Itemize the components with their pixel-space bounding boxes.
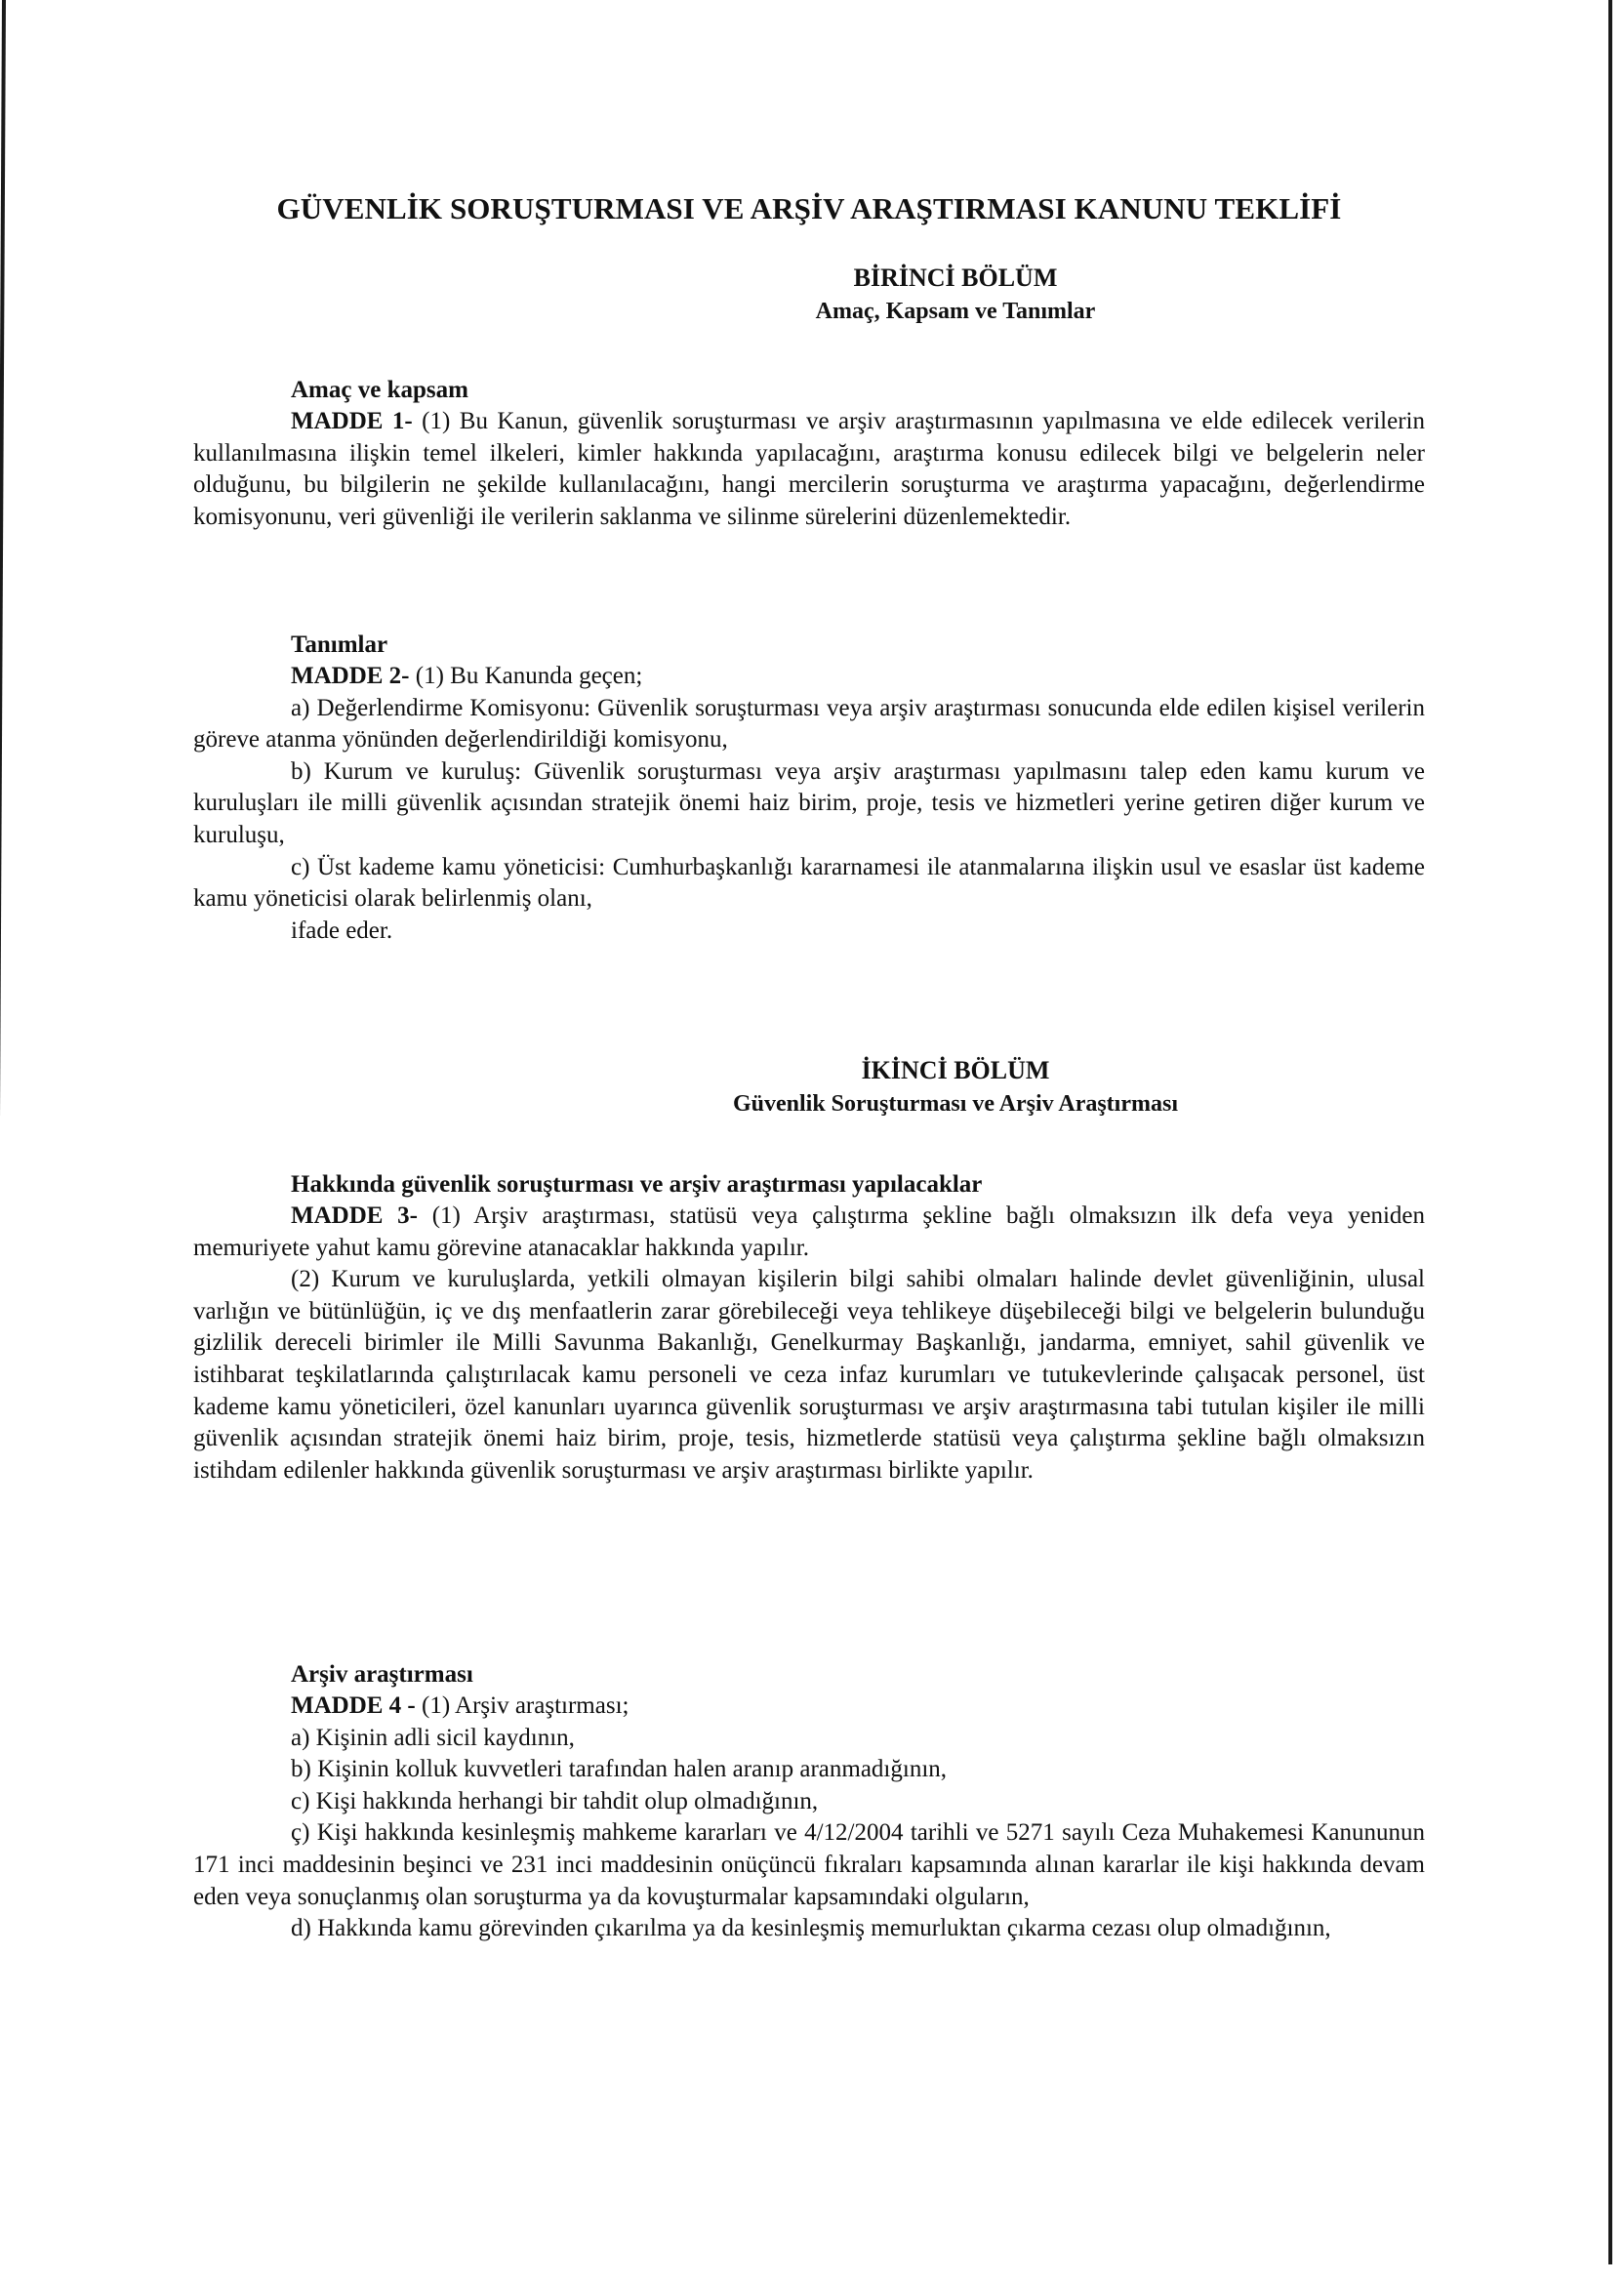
article-paragraph: [193, 1201, 1425, 1264]
scan-border-left: [0, 0, 6, 2282]
list-item: ç) Kişi hakkında kesinleşmiş mahkeme kararları ve 4/12/2004 tarihli ve 5271 sayılı Ceza Muhakemesi Kanununun 171 inci maddesinin beşinci ve 231 inci maddesinin onüçüncü fıkraları kapsamında alınan kararlar ile kişi hakkında devam eden veya sonuçlanmış olan soruşturma ya da kovuşturmalar kapsamındaki olguların,: [193, 1819, 1425, 1910]
document-title: GÜVENLİK SORUŞTURMASI VE ARŞİV ARAŞTIRMASI KANUNU TEKLİFİ: [276, 191, 1342, 225]
article-label: MADDE 2-: [291, 663, 410, 689]
list-item: d) Hakkında kamu görevinden çıkarılma ya da kesinleşmiş memurluktan çıkarma cezası olup olmadığının,: [291, 1915, 1331, 1942]
article-heading: Arşiv araştırması: [291, 1661, 473, 1688]
article-paragraph: (2) Kurum ve kuruluşlarda, yetkili olmayan kişilerin bilgi sahibi olmaları halinde devlet güvenliğinin, ulusal varlığın ve bütünlüğün, iç ve dış menfaatlerin zarar görebileceği veya tehlikeye düşebileceği bilgi ve belgelerin bulunduğu gizlilik dereceli birimler ile Milli Savunma Bakanlığı, Genelkurmay Başkanlığı, jandarma, emniyet, sahil güvenlik ve istihbarat teşkilatlarında çalıştırılacak kamu personeli ve ceza infaz kurumları ve tutukevlerinde çalışacak personel, üst kademe kamu yöneticileri, özel kanunları uyarınca güvenlik soruşturması ve arşiv araştırmasına tabi tutulan kişiler ile milli güvenlik açısından stratejik önemi haiz birim, proje, tesis, hizmetlerde statüsü veya çalıştırma şekline bağlı olmaksızın istihdam edilenler hakkında güvenlik soruşturması ve arşiv araştırması birlikte yapılır.: [193, 1266, 1425, 1484]
list-item: b) Kişinin kolluk kuvvetleri tarafından halen aranıp aranmadığının,: [291, 1756, 948, 1783]
article-text: (1) Arşiv araştırması, statüsü veya çalıştırma şekline bağlı olmaksızın ilk defa veya yeniden memuriyete yahut kamu görevine atanacaklar hakkında yapılır.: [193, 1202, 1425, 1261]
article-1: [193, 375, 1425, 533]
definition-item: b) Kurum ve kuruluş: Güvenlik soruşturması veya arşiv araştırması yapılmasını talep eden kamu kurum ve kuruluşları ile milli güvenlik açısından stratejik önemi haiz birim, proje, tesis ve hizmetleri yerine getiren diğer kurum ve kuruluşu,: [193, 757, 1425, 848]
article-text: (1) Arşiv araştırması;: [415, 1692, 629, 1719]
article-heading: Tanımlar: [291, 632, 388, 658]
list-item: c) Kişi hakkında herhangi bir tahdit olup olmadığının,: [291, 1787, 819, 1814]
definition-item: a) Değerlendirme Komisyonu: Güvenlik soruşturması veya arşiv araştırması sonucunda elde edilen kişisel verilerin göreve atanma yönünden değerlendirildiği komisyonu,: [193, 694, 1425, 754]
part-name: Amaç, Kapsam ve Tanımlar: [815, 299, 1096, 324]
article-label: MADDE 4 -: [291, 1692, 416, 1719]
article-text: (1) Bu Kanun, güvenlik soruşturması ve arşiv araştırmasının yapılmasına ve elde edilecek verilerin kullanılmasına ilişkin temel ilkeleri, kimler hakkında yapılacağını, araştırma konusu edilecek bilgi ve belgelerin neler olduğunu, bu bilgilerin ne şekilde kullanılacağını, hangi mercilerin soruşturma ve araştırma yapacağını, değerlendirme komisyonunu, veri güvenliği ile verilerin saklanma ve silinme sürelerini düzenlemektedir.: [193, 408, 1425, 530]
article-closing: ifade eder.: [291, 917, 393, 944]
part-name: Güvenlik Soruşturması ve Arşiv Araştırması: [732, 1091, 1178, 1117]
article-4: [193, 1659, 1425, 1945]
article-heading: Hakkında güvenlik soruşturması ve arşiv araştırması yapılacaklar: [291, 1171, 983, 1198]
article-paragraph: [193, 406, 1425, 533]
scan-border-right: [1608, 0, 1612, 2264]
part-heading-2: [193, 1054, 1425, 1121]
definition-item: c) Üst kademe kamu yöneticisi: Cumhurbaşkanlığı kararnamesi ile atanmalarına ilişkin usul ve esaslar üst kademe kamu yöneticisi olarak belirlenmiş olanı,: [193, 853, 1425, 913]
article-label: MADDE 1-: [291, 408, 413, 434]
article-text: (1) Bu Kanunda geçen;: [409, 663, 643, 689]
article-intro: [193, 661, 1425, 693]
article-2: [193, 630, 1425, 947]
article-3: [193, 1169, 1425, 1487]
article-intro: [291, 1691, 1425, 1723]
list-item: a) Kişinin adli sicil kaydının,: [291, 1724, 575, 1751]
article-label: MADDE 3-: [291, 1202, 418, 1229]
article-heading: Amaç ve kapsam: [291, 377, 468, 403]
part-number: BİRİNCİ BÖLÜM: [853, 264, 1058, 292]
part-number: İKİNCİ BÖLÜM: [861, 1056, 1050, 1084]
part-heading-1: [193, 262, 1425, 328]
